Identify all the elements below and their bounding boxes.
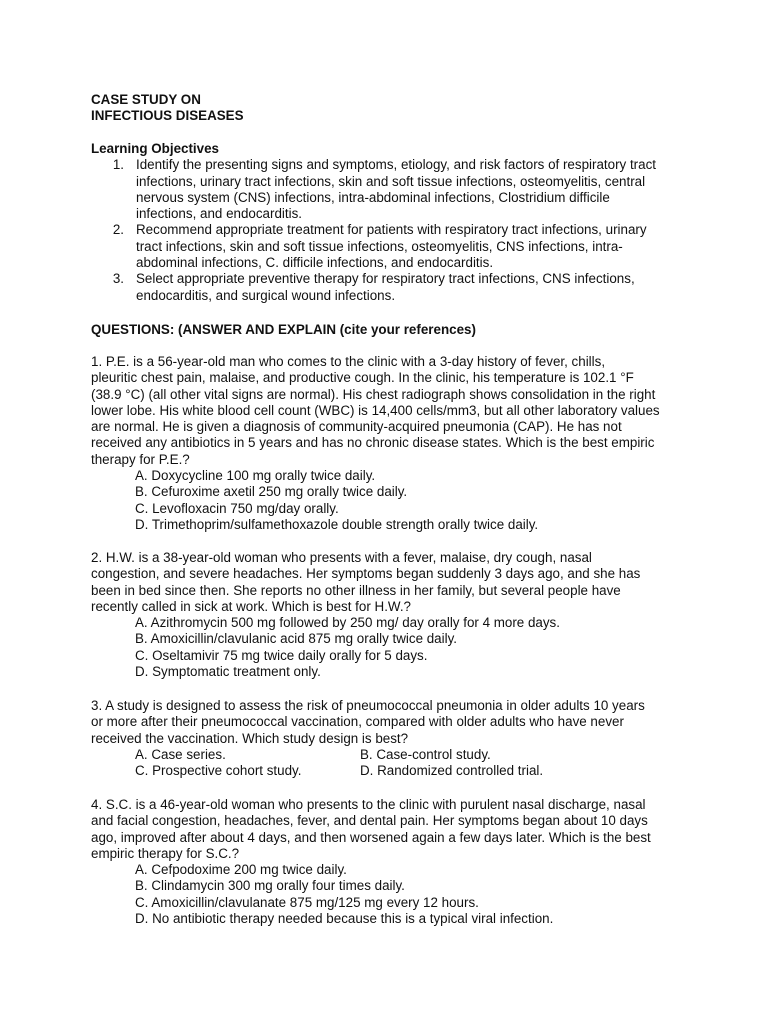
objective-line: infections, and endocarditis. bbox=[136, 206, 302, 222]
answer-option: B. Cefuroxime axetil 250 mg orally twice daily. bbox=[135, 484, 408, 500]
objective-number: 3. bbox=[112, 271, 124, 287]
document-title bbox=[91, 92, 691, 125]
objective-item bbox=[91, 271, 701, 304]
answer-option: C. Amoxicillin/clavulanate 875 mg/125 mg every 12 hours. bbox=[135, 894, 479, 910]
answer-option-row bbox=[91, 747, 711, 763]
question-line: empiric therapy for S.C.? bbox=[91, 845, 240, 861]
answer-option: A. Cefpodoxime 200 mg twice daily. bbox=[135, 862, 347, 878]
answer-option: A. Doxycycline 100 mg orally twice daily. bbox=[135, 468, 376, 484]
question-line: received the vaccination. Which study design is best? bbox=[91, 730, 409, 746]
objective-line: tract infections, skin and soft tissue infections, osteomyelitis, CNS infections, intra- bbox=[136, 238, 623, 254]
objective-line: Select appropriate preventive therapy for respiratory tract infections, CNS infections, bbox=[136, 271, 635, 287]
objective-line: abdominal infections, C. difficile infections, and endocarditis. bbox=[136, 255, 494, 271]
question-line: congestion, and severe headaches. Her symptoms began suddenly 3 days ago, and she has bbox=[91, 566, 641, 582]
question-line: 1. P.E. is a 56-year-old man who comes to the clinic with a 3-day history of fever, chills, bbox=[91, 354, 606, 369]
question-line: 3. A study is designed to assess the risk of pneumococcal pneumonia in older adults 10 years bbox=[91, 698, 645, 713]
answer-option: A. Case series. bbox=[135, 746, 226, 762]
title-line: CASE STUDY ON bbox=[91, 92, 201, 107]
answer-option: D. Randomized controlled trial. bbox=[360, 763, 544, 779]
question-line: and facial congestion, headaches, fever, and dental pain. Her symptoms began about 10 days bbox=[91, 813, 648, 829]
answer-option: C. Prospective cohort study. bbox=[135, 763, 302, 779]
question-line: ago, improved after about 4 days, and then worsened again a few days later. Which is the best bbox=[91, 829, 651, 845]
question-line: been in bed since then. She reports no other illness in her family, but several people have bbox=[91, 582, 621, 598]
questions-heading: QUESTIONS: (ANSWER AND EXPLAIN (cite your references) bbox=[91, 322, 476, 337]
answer-option: D. Symptomatic treatment only. bbox=[135, 664, 321, 680]
answer-option: B. Case-control study. bbox=[360, 746, 491, 762]
answer-option-row bbox=[91, 763, 711, 779]
answer-option: B. Clindamycin 300 mg orally four times daily. bbox=[135, 878, 405, 894]
objective-item bbox=[91, 157, 701, 222]
objective-number: 2. bbox=[112, 222, 124, 238]
objective-line: endocarditis, and surgical wound infections. bbox=[136, 287, 396, 303]
question-line: therapy for P.E.? bbox=[91, 451, 190, 467]
answer-option: A. Azithromycin 500 mg followed by 250 mg/ day orally for 4 more days. bbox=[135, 615, 560, 631]
question-line: or more after their pneumococcal vaccination, compared with older adults who have never bbox=[91, 714, 624, 730]
objective-line: nervous system (CNS) infections, intra-abdominal infections, Clostridium difficile bbox=[136, 189, 610, 205]
objective-line: Identify the presenting signs and symptoms, etiology, and risk factors of respiratory tract bbox=[136, 157, 656, 173]
question-line: recently called in sick at work. Which is best for H.W.? bbox=[91, 598, 411, 614]
objective-line: infections, urinary tract infections, skin and soft tissue infections, osteomyelitis, central bbox=[136, 173, 646, 189]
objectives-heading: Learning Objectives bbox=[91, 141, 219, 156]
question-1 bbox=[91, 354, 711, 533]
question-2 bbox=[91, 550, 711, 680]
learning-objectives bbox=[91, 141, 701, 304]
question-line: 4. S.C. is a 46-year-old woman who presents to the clinic with purulent nasal discharge, nasal bbox=[91, 797, 646, 812]
answer-option: D. Trimethoprim/sulfamethoxazole double strength orally twice daily. bbox=[135, 516, 539, 532]
answer-option: D. No antibiotic therapy needed because this is a typical viral infection. bbox=[135, 911, 554, 927]
question-line: 2. H.W. is a 38-year-old woman who presents with a fever, malaise, dry cough, nasal bbox=[91, 550, 592, 565]
answer-option: C. Levofloxacin 750 mg/day orally. bbox=[135, 500, 339, 516]
objective-line: Recommend appropriate treatment for patients with respiratory tract infections, urinary bbox=[136, 222, 647, 238]
question-3 bbox=[91, 698, 711, 779]
question-4 bbox=[91, 797, 711, 927]
objective-item bbox=[91, 222, 701, 271]
answer-option: C. Oseltamivir 75 mg twice daily orally for 5 days. bbox=[135, 647, 428, 663]
objective-number: 1. bbox=[112, 157, 124, 173]
question-line: received any antibiotics in 5 years and has no chronic disease states. Which is the best empiric bbox=[91, 435, 655, 451]
question-line: are normal. He is given a diagnosis of community-acquired pneumonia (CAP). He has not bbox=[91, 419, 622, 435]
answer-option: B. Amoxicillin/clavulanic acid 875 mg orally twice daily. bbox=[135, 631, 458, 647]
title-line: INFECTIOUS DISEASES bbox=[91, 108, 244, 124]
question-line: lower lobe. His white blood cell count (WBC) is 14,400 cells/mm3, but all other laboratory values bbox=[91, 402, 660, 418]
question-line: (38.9 °C) (all other vital signs are normal). His chest radiograph shows consolidation in the right bbox=[91, 386, 656, 402]
question-line: pleuritic chest pain, malaise, and productive cough. In the clinic, his temperature is 102.1 °F bbox=[91, 370, 634, 386]
